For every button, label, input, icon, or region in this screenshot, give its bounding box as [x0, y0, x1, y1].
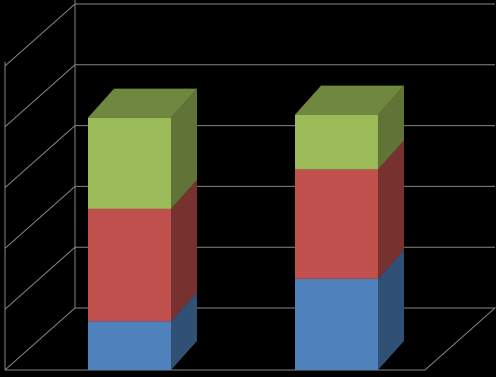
gridline-side	[5, 65, 75, 127]
bar-segment-front	[88, 321, 171, 370]
gridline-side	[5, 126, 75, 188]
floor-outline	[5, 308, 495, 370]
bar-segment-front	[88, 209, 171, 321]
gridline-side	[5, 247, 75, 309]
bar-segment-front	[295, 279, 378, 370]
bar-segment-front	[295, 169, 378, 278]
bar-segment-front	[295, 115, 378, 170]
gridlines	[5, 4, 495, 370]
bar-stacks	[88, 86, 404, 370]
bar-segment-front	[88, 118, 171, 209]
gridline-side	[5, 186, 75, 248]
gridline-side	[5, 4, 75, 66]
gridline-side	[5, 308, 75, 370]
chart-walls	[5, 0, 495, 370]
